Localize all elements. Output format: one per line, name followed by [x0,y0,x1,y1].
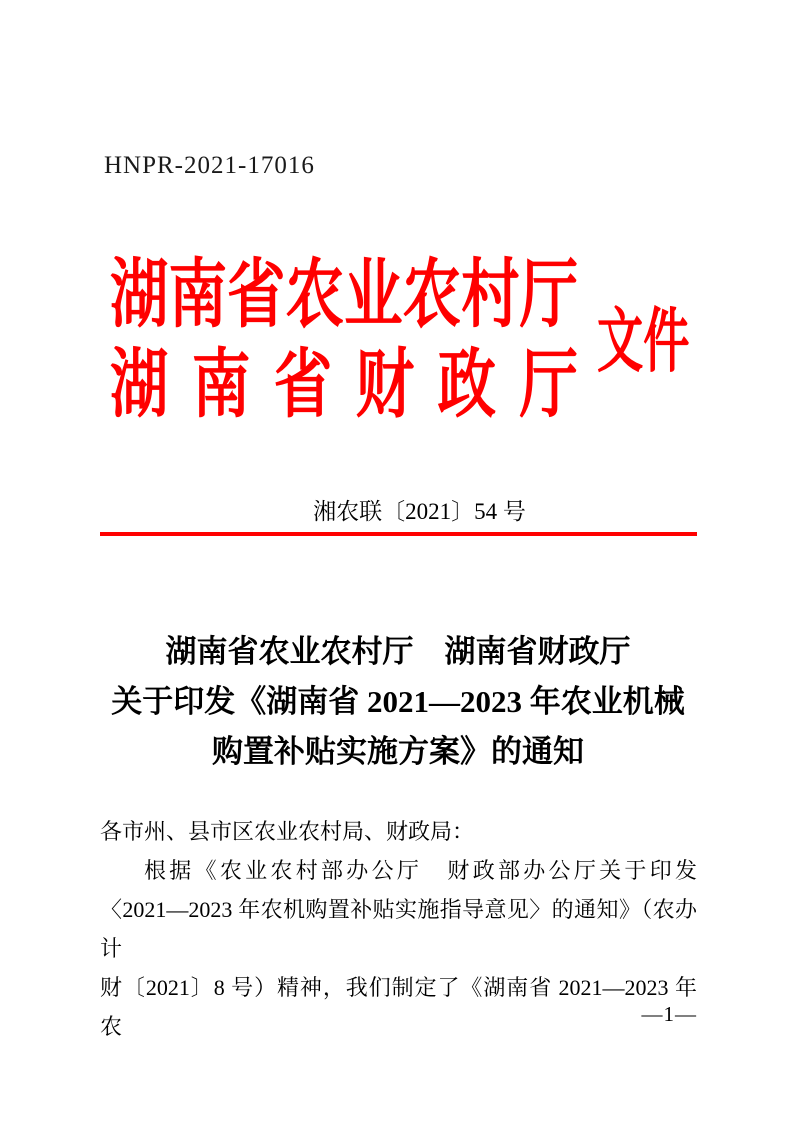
letterhead-char: 厅 [519,344,578,427]
letterhead-char: 省 [273,344,333,427]
letterhead-char: 厅 [519,254,579,337]
title-line-2: 关于印发《湖南省 2021—2023 年农业机械 [111,684,685,719]
title-line-1: 湖南省农业农村厅 湖南省财政厅 [165,634,631,669]
red-letterhead [110,254,712,428]
letterhead-char: 南 [168,254,228,337]
letterhead-char: 南 [191,344,251,427]
letterhead-char: 政 [437,344,497,427]
document-body [100,812,697,1046]
page-number: —1— [641,1002,697,1026]
title-line-3: 购置补贴实施方案》的通知 [212,734,584,769]
letterhead-char: 湖 [110,344,169,427]
document-title [88,627,708,777]
letterhead-char: 财 [355,344,415,427]
body-paragraph-line: 财〔2021〕8 号）精神，我们制定了《湖南省 2021—2023 年农 [100,975,697,1039]
doc-number: 湘农联〔2021〕54 号 [313,499,526,524]
letterhead-char: 村 [461,254,520,337]
letterhead-char: 业 [344,254,403,337]
body-paragraph-line: 〈2021—2023 年农机购置补贴实施指导意见〉的通知》（农办计 [100,897,697,961]
letterhead-agency-2 [110,344,578,427]
letterhead-wenjian-suffix: 文件 [597,304,690,381]
letterhead-char: 湖 [110,254,169,337]
body-paragraph-line: 根据《农业农村部办公厅 财政部办公厅关于印发 [144,858,697,883]
letterhead-agency-1 [110,254,579,337]
doc-registration-code: HNPR-2021-17016 [104,152,315,179]
salutation-line: 各市州、县市区农业农村局、财政局： [100,819,475,844]
letterhead-char: 农 [402,254,462,337]
letterhead-char: 省 [227,254,286,337]
letterhead-char: 农 [285,254,345,337]
red-divider-rule [100,532,697,536]
